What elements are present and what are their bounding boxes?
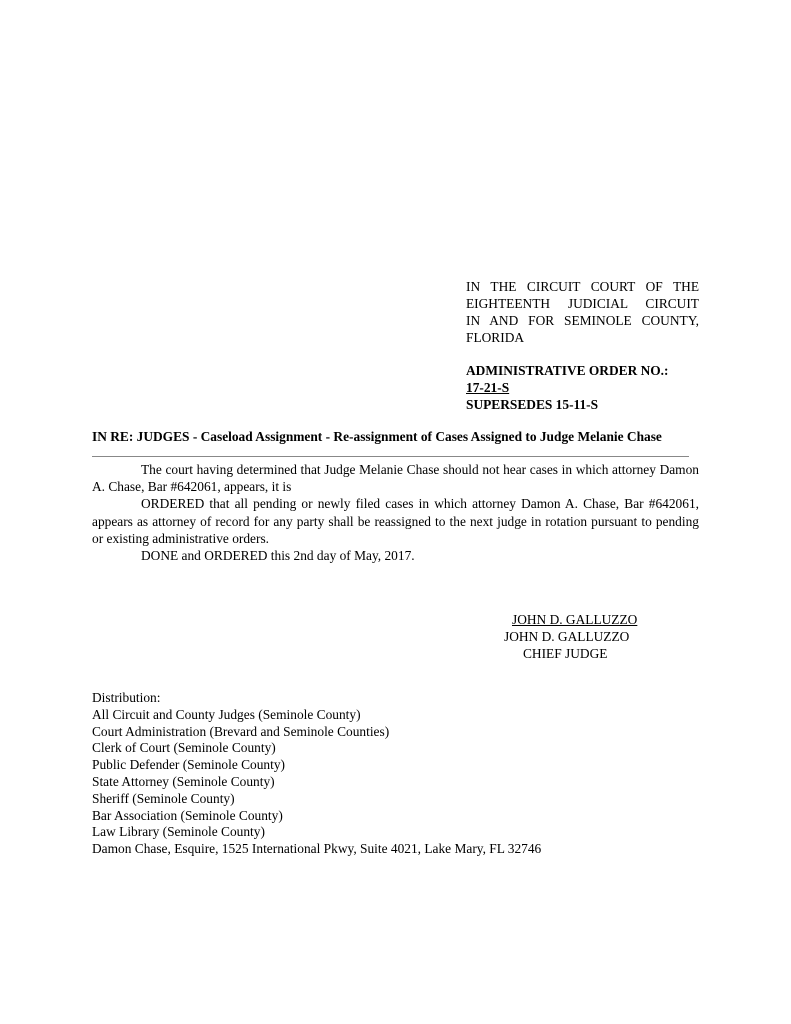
administrative-order-block — [466, 362, 706, 413]
court-caption-line: EIGHTEENTH JUDICIAL CIRCUIT — [466, 296, 699, 311]
order-body — [92, 461, 699, 564]
distribution-item: State Attorney (Seminole County) — [92, 773, 275, 789]
court-caption — [466, 278, 699, 346]
body-paragraph: ORDERED that all pending or newly filed cases in which attorney Damon A. Chase, Bar #642061, appears as attorney of record for any party shall be reassigned to the next judge in rotation pursuant to pending or existing administrative orders. — [92, 496, 699, 546]
distribution-item: Law Library (Seminole County) — [92, 824, 265, 840]
signer-title: CHIEF JUDGE — [523, 646, 608, 661]
court-caption-line: IN AND FOR SEMINOLE COUNTY, — [466, 313, 699, 328]
supersedes-line: SUPERSEDES 15-11-S — [466, 397, 599, 412]
distribution-item: Clerk of Court (Seminole County) — [92, 740, 276, 756]
administrative-order-label: ADMINISTRATIVE ORDER NO.: — [466, 363, 669, 378]
signature-block — [502, 611, 662, 662]
body-paragraph: DONE and ORDERED this 2nd day of May, 2017. — [141, 548, 415, 564]
distribution-item: Bar Association (Seminole County) — [92, 807, 283, 823]
distribution-list — [92, 690, 692, 858]
court-caption-line: FLORIDA — [466, 330, 525, 345]
distribution-item: Sheriff (Seminole County) — [92, 790, 235, 806]
body-paragraph: The court having determined that Judge Melanie Chase should not hear cases in which attorney Damon A. Chase, Bar #642061, appears, it is — [92, 462, 699, 495]
signature-line: JOHN D. GALLUZZO — [512, 612, 638, 627]
distribution-item: All Circuit and County Judges (Seminole County) — [92, 706, 361, 722]
separator-rule — [92, 456, 689, 457]
in-re-heading: IN RE: JUDGES - Caseload Assignment - Re-assignment of Cases Assigned to Judge Melanie Chase — [92, 429, 662, 444]
distribution-item: Damon Chase, Esquire, 1525 International Pkwy, Suite 4021, Lake Mary, FL 32746 — [92, 841, 542, 857]
distribution-item: Court Administration (Brevard and Seminole Counties) — [92, 723, 390, 739]
court-caption-line: IN THE CIRCUIT COURT OF THE — [466, 279, 699, 294]
distribution-heading: Distribution: — [92, 690, 161, 705]
distribution-item: Public Defender (Seminole County) — [92, 757, 286, 773]
administrative-order-number: 17-21-S — [466, 380, 510, 395]
signer-name: JOHN D. GALLUZZO — [504, 629, 630, 644]
